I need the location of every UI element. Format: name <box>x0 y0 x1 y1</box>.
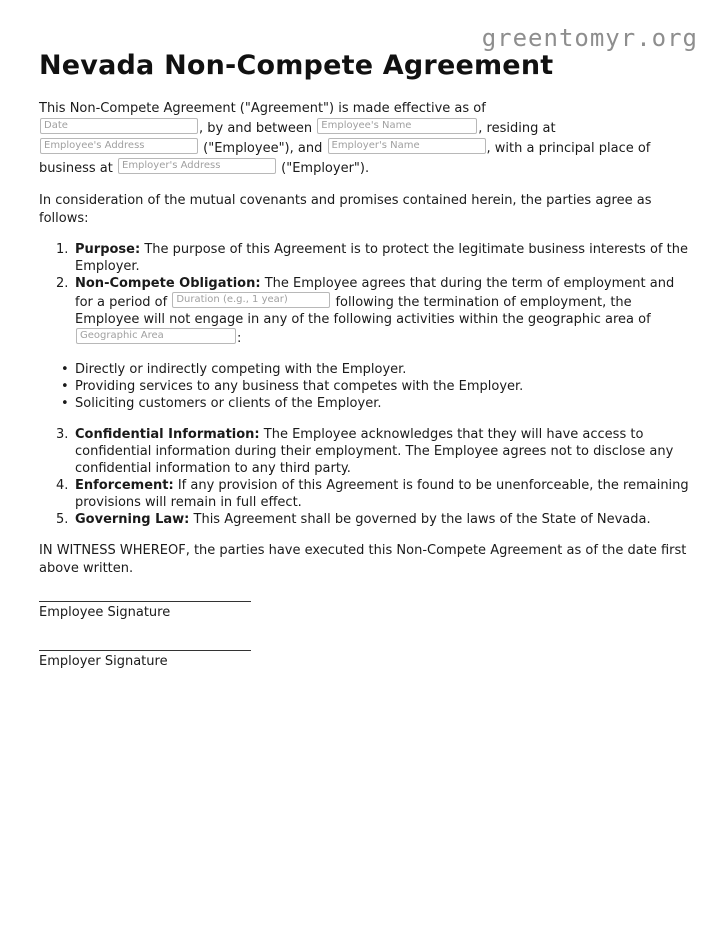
clause-number: 2. <box>56 276 69 291</box>
employee-signature-label: Employee Signature <box>39 605 171 620</box>
intro-text-5: , with a principal place of business at <box>39 141 651 176</box>
clause-number: 1. <box>56 242 69 257</box>
clause-list <box>39 241 689 347</box>
activity-text: Soliciting customers or clients of the Employer. <box>75 396 382 411</box>
clause-number: 3. <box>56 427 69 442</box>
clause-text: following the termination of employment, the Employee will not engage in any of the following activities within the geographic area of <box>75 295 651 327</box>
clause-text: The Employee agrees that during the term of employment and for a period of <box>75 276 675 310</box>
employer-name-field[interactable]: Employer's Name <box>328 138 486 154</box>
list-item <box>39 378 689 395</box>
clause-heading: Governing Law: <box>75 512 190 527</box>
employee-name-field[interactable]: Employee's Name <box>317 118 477 134</box>
bullet-icon: • <box>61 379 69 394</box>
employee-signature-block <box>39 600 689 622</box>
intro-text-6: ("Employer"). <box>281 161 370 176</box>
intro-paragraph <box>39 100 689 178</box>
employee-signature-line[interactable] <box>39 600 251 602</box>
page-title: Nevada Non-Compete Agreement <box>39 50 554 81</box>
intro-text-3: , residing at <box>478 121 556 136</box>
clause-text: : <box>237 331 242 346</box>
employer-signature-label: Employer Signature <box>39 654 168 669</box>
clause-heading: Non-Compete Obligation: <box>75 276 261 291</box>
clause-item <box>39 511 689 528</box>
list-item <box>39 395 689 412</box>
date-field[interactable]: Date <box>40 118 198 134</box>
activity-text: Providing services to any business that competes with the Employer. <box>75 379 524 394</box>
employee-address-field[interactable]: Employee's Address <box>40 138 198 154</box>
clause-text: If any provision of this Agreement is found to be unenforceable, the remaining provisions will remain in full effect. <box>75 478 689 510</box>
clause-heading: Enforcement: <box>75 478 174 493</box>
consideration-paragraph: In consideration of the mutual covenants and promises contained herein, the parties agree as follows: <box>39 193 652 226</box>
intro-text-1: This Non-Compete Agreement ("Agreement") is made effective as of <box>39 101 486 116</box>
agreement-document <box>39 50 689 671</box>
clause-text: This Agreement shall be governed by the laws of the State of Nevada. <box>193 512 651 527</box>
clause-item <box>39 477 689 511</box>
clause-item <box>39 275 689 347</box>
clause-list-continued <box>39 426 689 528</box>
activities-list <box>39 361 689 412</box>
employer-address-field[interactable]: Employer's Address <box>118 158 276 174</box>
clause-item <box>39 426 689 477</box>
clause-text: The Employee acknowledges that they will have access to confidential information during their employment. The Employee agrees not to disclose any confidential information to any third party. <box>75 427 674 476</box>
clause-heading: Purpose: <box>75 242 141 257</box>
geographic-area-field[interactable]: Geographic Area <box>76 328 236 344</box>
intro-text-2: , by and between <box>199 121 313 136</box>
duration-field[interactable]: Duration (e.g., 1 year) <box>172 292 330 308</box>
employer-signature-block <box>39 649 689 671</box>
employer-signature-line[interactable] <box>39 649 251 651</box>
activity-text: Directly or indirectly competing with the Employer. <box>75 362 407 377</box>
site-watermark: greentomyr.org <box>481 24 698 52</box>
witness-paragraph: IN WITNESS WHEREOF, the parties have executed this Non-Compete Agreement as of the date first above written. <box>39 543 687 576</box>
clause-text: The purpose of this Agreement is to protect the legitimate business interests of the Employer. <box>75 242 688 274</box>
clause-number: 5. <box>56 512 69 527</box>
clause-item <box>39 241 689 275</box>
bullet-icon: • <box>61 396 69 411</box>
intro-text-4: ("Employee"), and <box>203 141 323 156</box>
clause-heading: Confidential Information: <box>75 427 260 442</box>
bullet-icon: • <box>61 362 69 377</box>
clause-number: 4. <box>56 478 69 493</box>
list-item <box>39 361 689 378</box>
